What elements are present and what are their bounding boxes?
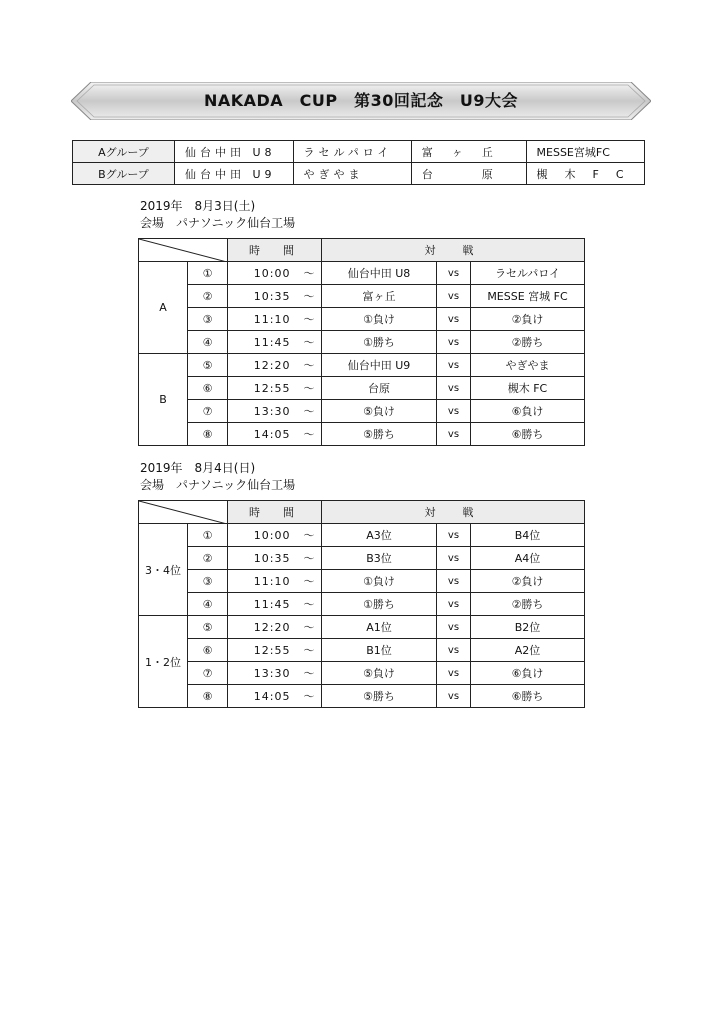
match-row <box>139 285 585 308</box>
header-time: 時 間 <box>228 501 322 524</box>
match-time-cell <box>228 262 322 285</box>
match-time-cell <box>228 593 322 616</box>
match-time-cell <box>228 423 322 446</box>
match-tilde: 〜 <box>303 552 315 565</box>
match-number: ① <box>188 262 228 285</box>
match-number: ① <box>188 524 228 547</box>
match-away: ⑥負け <box>471 400 585 423</box>
group-team: 仙台中田 U8 <box>174 141 293 163</box>
match-time: 13:30 <box>253 405 291 418</box>
group-team: MESSE宮城FC <box>526 141 644 163</box>
match-time: 14:05 <box>253 428 291 441</box>
match-time: 12:55 <box>253 382 291 395</box>
match-home: ⑤負け <box>322 662 437 685</box>
match-tilde: 〜 <box>303 405 315 418</box>
match-number: ④ <box>188 593 228 616</box>
block-label: 3・4位 <box>139 524 188 616</box>
match-time: 13:30 <box>253 667 291 680</box>
match-time-cell <box>228 547 322 570</box>
match-tilde: 〜 <box>303 336 315 349</box>
day2-venue: 会場 パナソニック仙台工場 <box>140 478 296 492</box>
group-team: ラセルパロイ <box>293 141 411 163</box>
match-row <box>139 400 585 423</box>
group-table <box>72 140 645 185</box>
header-match: 対 戦 <box>322 501 585 524</box>
match-away: ⑥勝ち <box>471 423 585 446</box>
match-tilde: 〜 <box>303 529 315 542</box>
match-time-cell <box>228 331 322 354</box>
diagonal-line <box>139 501 227 524</box>
match-row <box>139 524 585 547</box>
match-vs: vs <box>437 354 471 377</box>
match-time: 11:45 <box>253 336 291 349</box>
match-time: 10:00 <box>253 529 291 542</box>
match-time: 10:35 <box>253 552 291 565</box>
header-row <box>139 501 585 524</box>
match-time: 14:05 <box>253 690 291 703</box>
group-team: 台 原 <box>411 163 526 185</box>
match-time-cell <box>228 308 322 331</box>
match-time: 11:10 <box>253 313 291 326</box>
match-number: ⑦ <box>188 400 228 423</box>
match-tilde: 〜 <box>303 644 315 657</box>
match-row <box>139 262 585 285</box>
group-team: やぎやま <box>293 163 411 185</box>
match-vs: vs <box>437 377 471 400</box>
group-row <box>73 163 645 185</box>
match-row <box>139 685 585 708</box>
match-number: ⑥ <box>188 377 228 400</box>
match-home: ①勝ち <box>322 331 437 354</box>
match-time-cell <box>228 524 322 547</box>
match-home: 仙台中田 U9 <box>322 354 437 377</box>
match-away: 槻木 FC <box>471 377 585 400</box>
match-vs: vs <box>437 593 471 616</box>
match-home: 仙台中田 U8 <box>322 262 437 285</box>
match-number: ⑤ <box>188 616 228 639</box>
match-tilde: 〜 <box>303 382 315 395</box>
match-vs: vs <box>437 685 471 708</box>
match-tilde: 〜 <box>303 667 315 680</box>
group-team: 仙台中田 U9 <box>174 163 293 185</box>
match-time: 10:35 <box>253 290 291 303</box>
match-time: 11:45 <box>253 598 291 611</box>
match-time: 11:10 <box>253 575 291 588</box>
group-row <box>73 141 645 163</box>
match-time-cell <box>228 285 322 308</box>
match-number: ② <box>188 285 228 308</box>
match-number: ④ <box>188 331 228 354</box>
match-away: ⑥勝ち <box>471 685 585 708</box>
match-row <box>139 423 585 446</box>
header-row <box>139 239 585 262</box>
match-time: 12:55 <box>253 644 291 657</box>
group-team: 富 ヶ 丘 <box>411 141 526 163</box>
match-away: ②負け <box>471 570 585 593</box>
match-vs: vs <box>437 423 471 446</box>
group-team: 槻 木 F C <box>526 163 644 185</box>
match-home: ⑤勝ち <box>322 685 437 708</box>
match-home: 台原 <box>322 377 437 400</box>
match-tilde: 〜 <box>303 575 315 588</box>
match-number: ⑥ <box>188 639 228 662</box>
match-home: A1位 <box>322 616 437 639</box>
match-row <box>139 570 585 593</box>
match-time: 12:20 <box>253 359 291 372</box>
match-vs: vs <box>437 285 471 308</box>
match-away: MESSE 宮城 FC <box>471 285 585 308</box>
match-away: ⑥負け <box>471 662 585 685</box>
match-home: B3位 <box>322 547 437 570</box>
match-tilde: 〜 <box>303 267 315 280</box>
match-time-cell <box>228 685 322 708</box>
match-tilde: 〜 <box>303 290 315 303</box>
match-vs: vs <box>437 547 471 570</box>
match-time: 10:00 <box>253 267 291 280</box>
title-banner <box>71 82 651 120</box>
match-time-cell <box>228 354 322 377</box>
match-time: 12:20 <box>253 621 291 634</box>
match-row <box>139 593 585 616</box>
day1-date: 2019年 8月3日(土) <box>140 199 256 213</box>
match-time-cell <box>228 616 322 639</box>
match-home: ⑤負け <box>322 400 437 423</box>
group-label: Aグループ <box>73 141 175 163</box>
match-away: B4位 <box>471 524 585 547</box>
match-vs: vs <box>437 400 471 423</box>
match-number: ⑧ <box>188 685 228 708</box>
header-match: 対 戦 <box>322 239 585 262</box>
match-vs: vs <box>437 570 471 593</box>
match-home: A3位 <box>322 524 437 547</box>
match-tilde: 〜 <box>303 621 315 634</box>
diagonal-line <box>139 239 227 262</box>
match-away: B2位 <box>471 616 585 639</box>
match-tilde: 〜 <box>303 598 315 611</box>
match-time-cell <box>228 639 322 662</box>
day2-schedule-table <box>138 500 585 708</box>
match-vs: vs <box>437 662 471 685</box>
match-away: ラセルパロイ <box>471 262 585 285</box>
match-away: ②勝ち <box>471 593 585 616</box>
match-number: ② <box>188 547 228 570</box>
match-tilde: 〜 <box>303 313 315 326</box>
match-home: 富ヶ丘 <box>322 285 437 308</box>
match-away: ②負け <box>471 308 585 331</box>
corner-cell <box>139 501 228 524</box>
match-away: やぎやま <box>471 354 585 377</box>
match-row <box>139 331 585 354</box>
match-vs: vs <box>437 639 471 662</box>
match-number: ⑤ <box>188 354 228 377</box>
match-row <box>139 616 585 639</box>
match-vs: vs <box>437 308 471 331</box>
match-tilde: 〜 <box>303 690 315 703</box>
page-title: NAKADA CUP 第30回記念 U9大会 <box>203 91 519 110</box>
match-row <box>139 377 585 400</box>
day2-date: 2019年 8月4日(日) <box>140 461 256 475</box>
match-row <box>139 354 585 377</box>
match-row <box>139 547 585 570</box>
match-row <box>139 308 585 331</box>
match-tilde: 〜 <box>303 428 315 441</box>
match-vs: vs <box>437 616 471 639</box>
group-label: Bグループ <box>73 163 175 185</box>
match-time-cell <box>228 662 322 685</box>
corner-cell <box>139 239 228 262</box>
match-tilde: 〜 <box>303 359 315 372</box>
match-vs: vs <box>437 524 471 547</box>
match-number: ③ <box>188 570 228 593</box>
block-label: B <box>139 354 188 446</box>
match-time-cell <box>228 570 322 593</box>
match-vs: vs <box>437 262 471 285</box>
match-home: B1位 <box>322 639 437 662</box>
day1-schedule-table <box>138 238 585 446</box>
block-label: A <box>139 262 188 354</box>
block-label: 1・2位 <box>139 616 188 708</box>
match-away: A2位 <box>471 639 585 662</box>
match-number: ⑧ <box>188 423 228 446</box>
match-away: A4位 <box>471 547 585 570</box>
match-home: ⑤勝ち <box>322 423 437 446</box>
match-away: ②勝ち <box>471 331 585 354</box>
match-row <box>139 662 585 685</box>
match-row <box>139 639 585 662</box>
match-number: ③ <box>188 308 228 331</box>
day1-venue: 会場 パナソニック仙台工場 <box>140 216 296 230</box>
match-time-cell <box>228 377 322 400</box>
match-home: ①負け <box>322 570 437 593</box>
match-number: ⑦ <box>188 662 228 685</box>
match-vs: vs <box>437 331 471 354</box>
match-time-cell <box>228 400 322 423</box>
match-home: ①負け <box>322 308 437 331</box>
match-home: ①勝ち <box>322 593 437 616</box>
header-time: 時 間 <box>228 239 322 262</box>
